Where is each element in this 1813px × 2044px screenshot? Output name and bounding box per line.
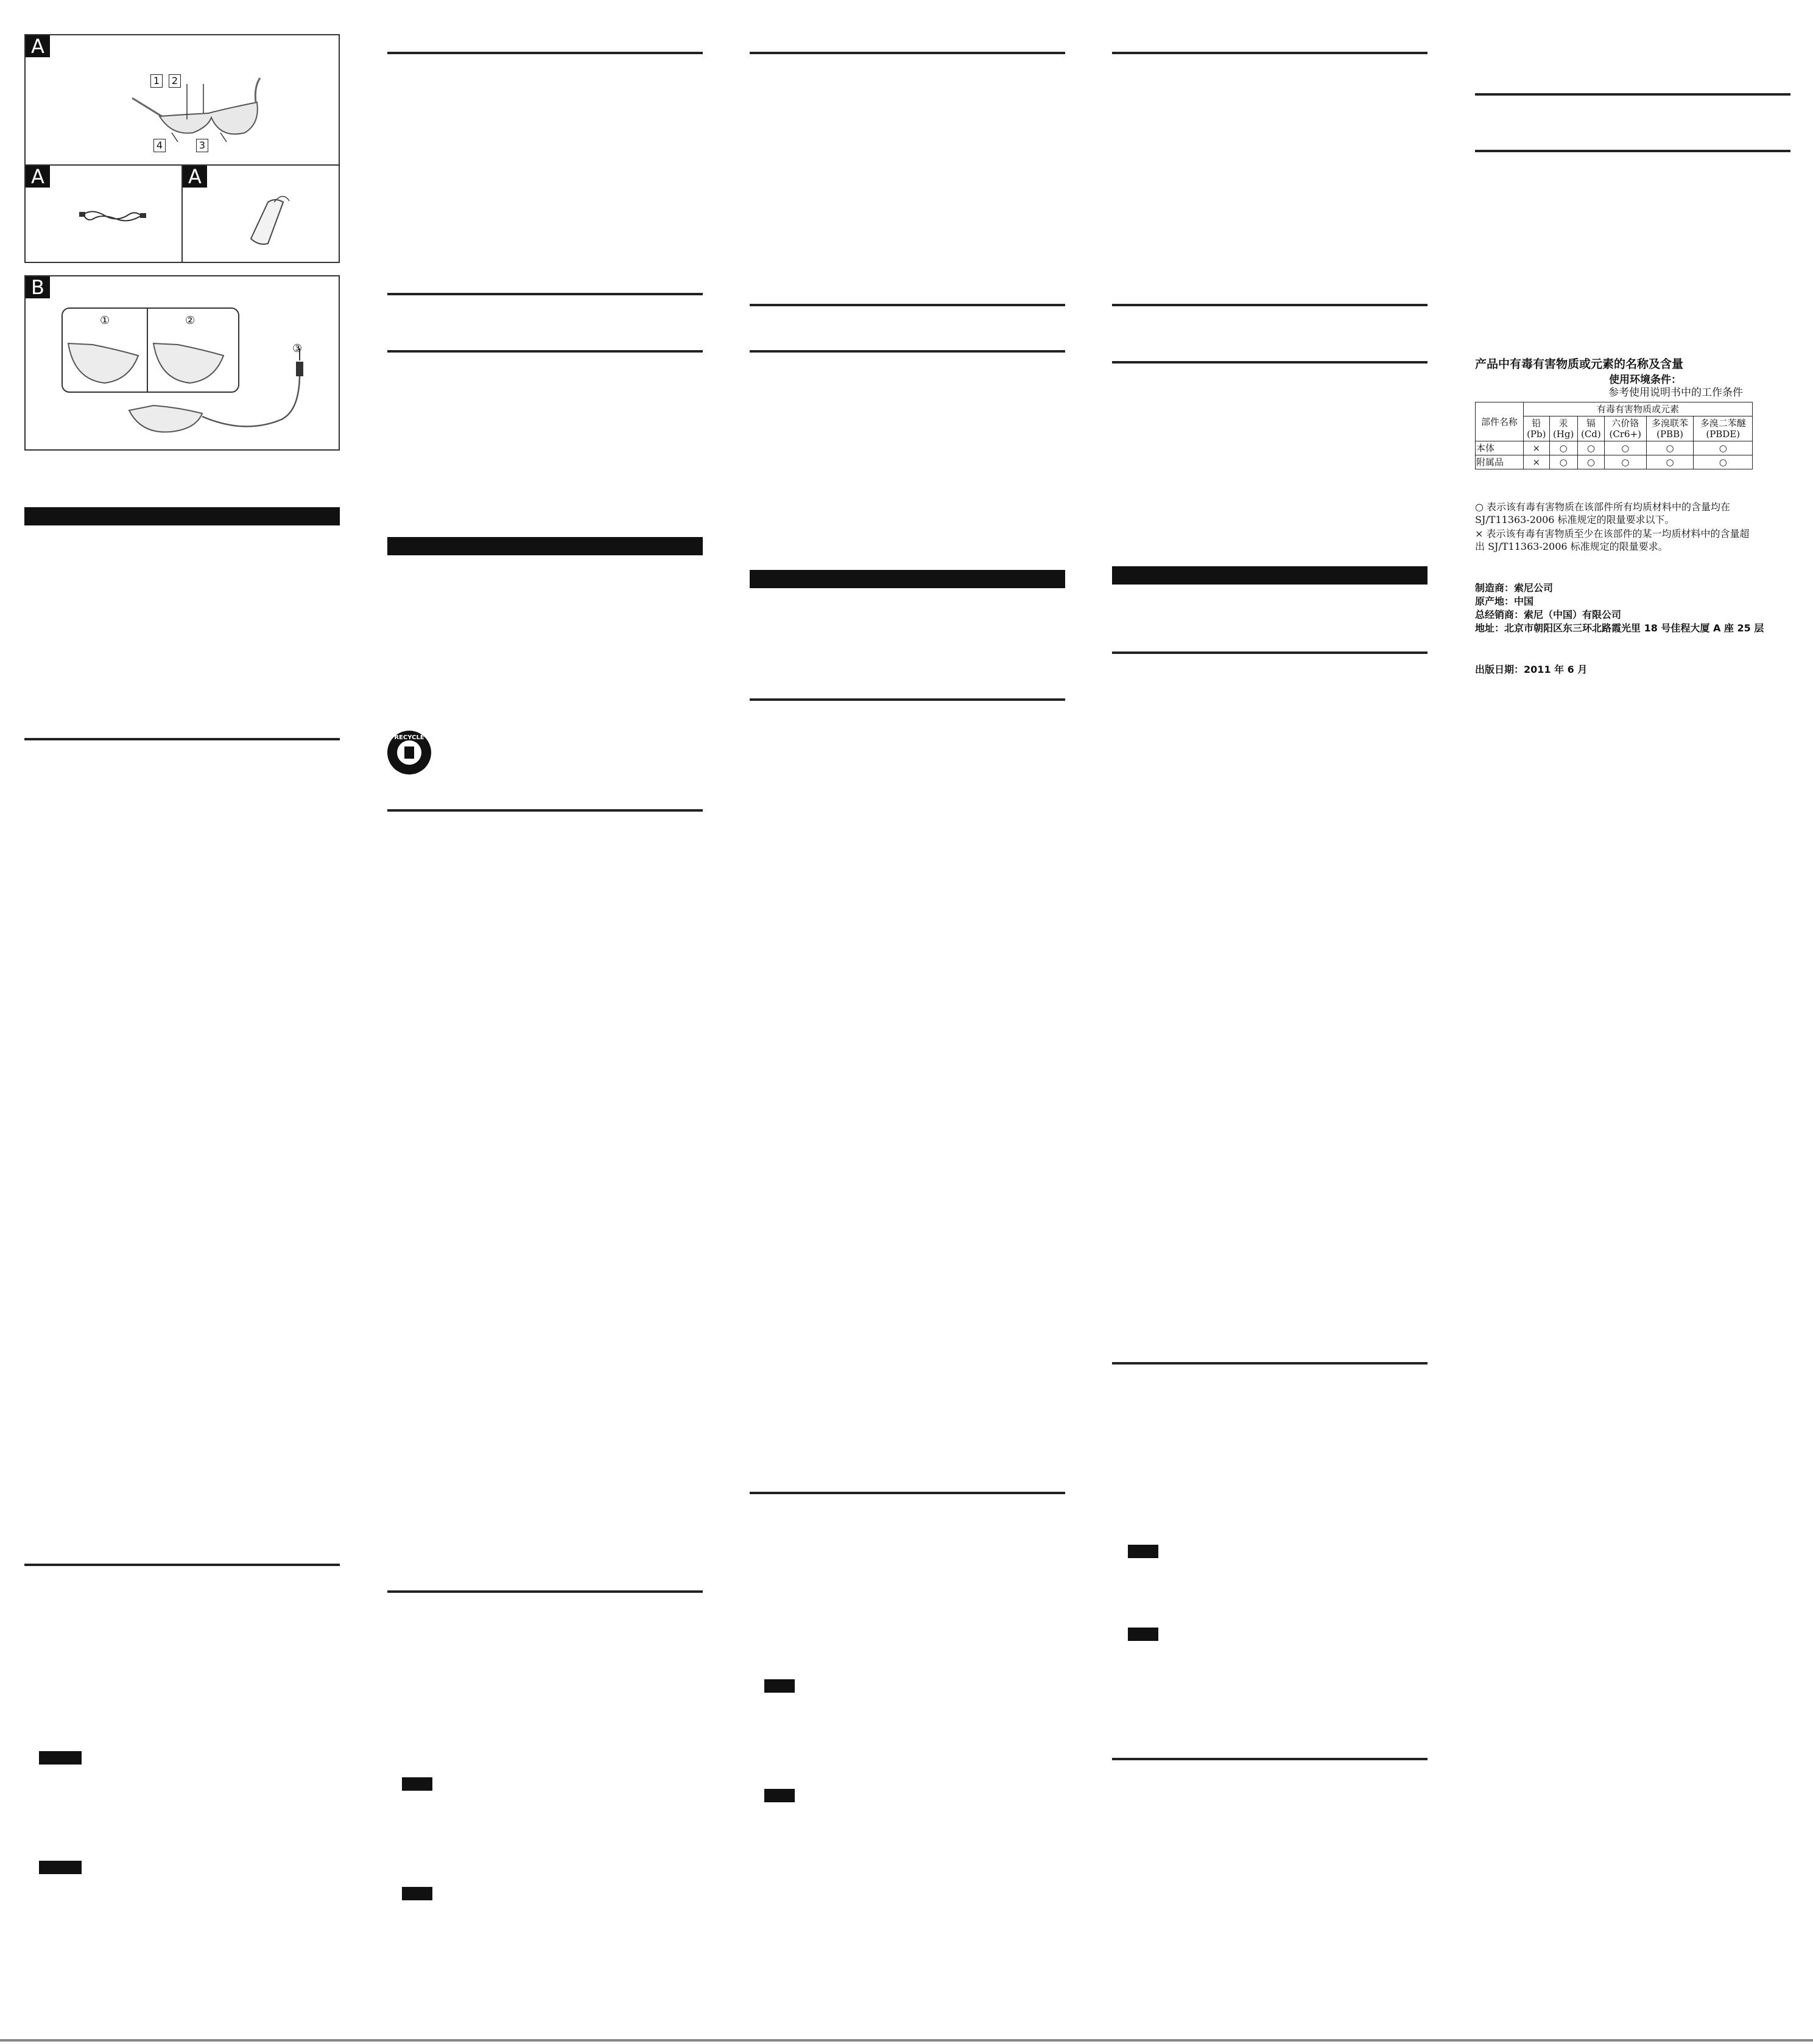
column-header: 多溴联苯 (PBB) bbox=[1646, 416, 1694, 441]
substance-group-header: 有毒有害物质或元素 bbox=[1524, 402, 1753, 416]
step-3-marker: ③ bbox=[292, 342, 303, 355]
table-cell: ○ bbox=[1646, 441, 1694, 455]
carrying-pouch-illustration bbox=[183, 166, 340, 263]
usb-cable-illustration bbox=[26, 166, 183, 263]
note-tag bbox=[39, 1751, 82, 1765]
page-bottom-edge bbox=[0, 2039, 1813, 2042]
section-rule bbox=[387, 350, 703, 353]
section-rule bbox=[1475, 150, 1790, 152]
row-part-name: 附属品 bbox=[1476, 455, 1524, 469]
step-2-marker: ② bbox=[185, 314, 195, 327]
column-header: 六价铬 (Cr6+) bbox=[1605, 416, 1647, 441]
glasses-illustration bbox=[26, 35, 341, 167]
table-cell: ○ bbox=[1549, 441, 1577, 455]
section-header-bar bbox=[24, 507, 340, 525]
section-rule bbox=[387, 293, 703, 295]
table-cell: ○ bbox=[1605, 455, 1647, 469]
table-cell: ○ bbox=[1577, 441, 1604, 455]
table-cell: × bbox=[1524, 441, 1550, 455]
country-of-origin: 原产地：中国 bbox=[1475, 595, 1534, 607]
distributor: 总经销商：索尼（中国）有限公司 bbox=[1475, 609, 1622, 620]
section-rule bbox=[387, 809, 703, 812]
section-rule bbox=[1112, 52, 1428, 54]
panel-label-a: A bbox=[183, 166, 207, 188]
environment-note: 参考使用说明书中的工作条件 bbox=[1608, 387, 1743, 399]
legend-circle-note: ○ 表示该有毒有害物质在该部件所有均质材料中的含量均在 SJ/T11363-2006 标准规定的限量要求以下。 bbox=[1475, 501, 1731, 525]
note-tag bbox=[402, 1777, 432, 1791]
part-number-4: 4 bbox=[153, 139, 166, 152]
section-rule bbox=[750, 52, 1065, 54]
section-rule bbox=[1112, 361, 1428, 363]
table-cell: ○ bbox=[1549, 455, 1577, 469]
figure-panel-b-charging bbox=[24, 275, 340, 451]
column-header: 多溴二苯醚 (PBDE) bbox=[1694, 416, 1753, 441]
note-tag bbox=[764, 1679, 795, 1693]
panel-label-a: A bbox=[26, 35, 50, 57]
note-tag bbox=[402, 1887, 432, 1900]
section-header-bar bbox=[1112, 566, 1428, 585]
address: 地址：北京市朝阳区东三环北路霞光里 18 号佳程大厦 A 座 25 层 bbox=[1475, 622, 1764, 634]
section-rule bbox=[1112, 1362, 1428, 1364]
hazard-table-title: 产品中有毒有害物质或元素的名称及含量 bbox=[1475, 357, 1684, 371]
recycle-icon bbox=[386, 729, 432, 776]
table-cell: ○ bbox=[1694, 455, 1753, 469]
table-cell: × bbox=[1524, 455, 1550, 469]
environment-label: 使用环境条件： bbox=[1609, 374, 1681, 386]
row-part-name: 本体 bbox=[1476, 441, 1524, 455]
step-1-marker: ① bbox=[100, 314, 110, 327]
part-number-1: 1 bbox=[150, 74, 163, 88]
note-tag bbox=[1128, 1628, 1158, 1641]
section-rule bbox=[24, 1564, 340, 1566]
section-rule bbox=[387, 1590, 703, 1593]
figure-panel-a-pouch bbox=[181, 164, 340, 263]
table-cell: ○ bbox=[1605, 441, 1647, 455]
section-rule bbox=[24, 738, 340, 740]
manufacturer: 制造商：索尼公司 bbox=[1475, 582, 1554, 594]
column-header: 镉 (Cd) bbox=[1577, 416, 1604, 441]
note-tag bbox=[764, 1789, 795, 1802]
table-cell: ○ bbox=[1694, 441, 1753, 455]
charging-steps-illustration bbox=[26, 276, 340, 451]
section-rule bbox=[1112, 304, 1428, 306]
section-rule bbox=[1112, 1758, 1428, 1760]
panel-label-a: A bbox=[26, 166, 50, 188]
hazardous-substances-table bbox=[1475, 402, 1753, 469]
figure-panel-a-glasses bbox=[24, 34, 340, 166]
section-rule bbox=[387, 52, 703, 54]
section-rule bbox=[1475, 93, 1790, 96]
panel-label-b: B bbox=[26, 276, 50, 298]
table-row bbox=[1476, 455, 1753, 469]
part-number-2: 2 bbox=[169, 74, 181, 88]
note-tag bbox=[39, 1861, 82, 1874]
section-header-bar bbox=[750, 570, 1065, 588]
figure-panel-a-cable bbox=[24, 164, 183, 263]
legend-cross-note: × 表示该有毒有害物质至少在该部件的某一均质材料中的含量超出 SJ/T11363-2006 标准规定的限量要求。 bbox=[1475, 528, 1750, 552]
column-header: 汞 (Hg) bbox=[1549, 416, 1577, 441]
table-cell: ○ bbox=[1646, 455, 1694, 469]
section-header-bar bbox=[387, 537, 703, 555]
column-header: 铅 (Pb) bbox=[1524, 416, 1550, 441]
part-number-3: 3 bbox=[196, 139, 208, 152]
table-row bbox=[1476, 441, 1753, 455]
section-rule bbox=[750, 698, 1065, 701]
section-rule bbox=[750, 304, 1065, 306]
section-rule bbox=[750, 1492, 1065, 1494]
publication-date: 出版日期：2011 年 6 月 bbox=[1475, 664, 1588, 675]
part-name-header: 部件名称 bbox=[1476, 402, 1524, 441]
table-cell: ○ bbox=[1577, 455, 1604, 469]
section-rule bbox=[1112, 651, 1428, 654]
note-tag bbox=[1128, 1545, 1158, 1558]
section-rule bbox=[750, 350, 1065, 353]
recycle-icon-text: RECYCLE bbox=[394, 734, 424, 741]
